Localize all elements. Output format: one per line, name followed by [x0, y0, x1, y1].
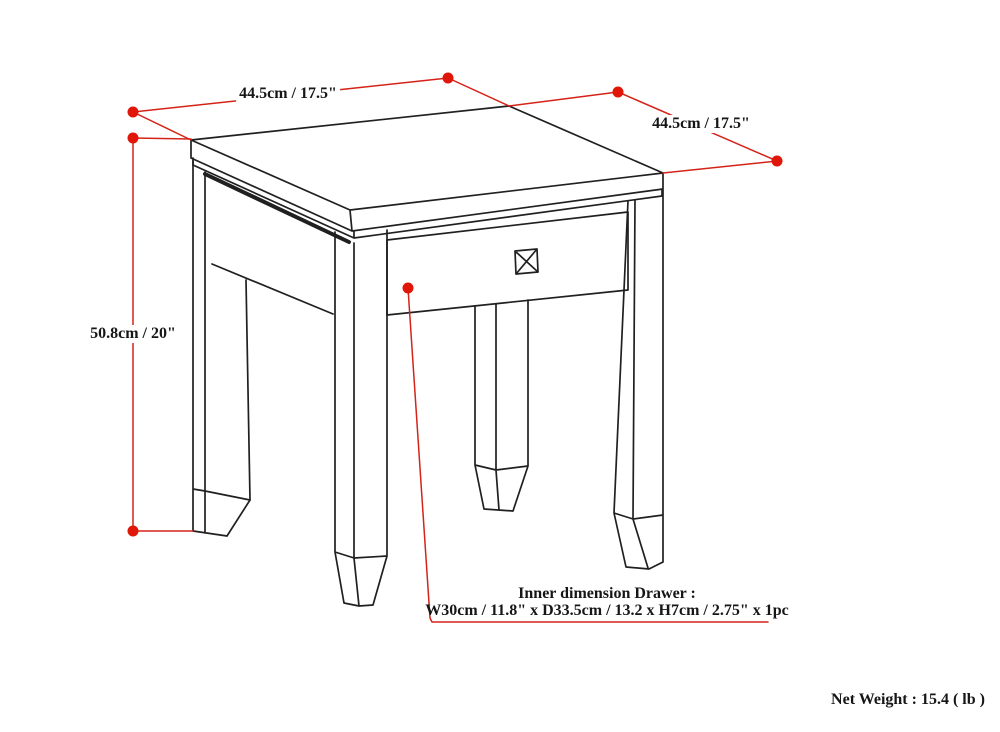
height-dimension-label: 50.8cm / 20"	[87, 325, 179, 343]
knob-x-icon	[515, 249, 538, 274]
dimension-dot	[128, 107, 139, 118]
dimension-lines	[133, 78, 777, 622]
tabletop	[191, 106, 663, 231]
side-panel	[212, 264, 333, 500]
dimension-dot	[128, 133, 139, 144]
dimension-dot	[772, 156, 783, 167]
dimension-dot	[128, 526, 139, 537]
left-leg	[193, 161, 250, 536]
molding-shadow	[205, 174, 349, 242]
dimension-dot	[403, 283, 414, 294]
front-leg	[335, 230, 387, 606]
table-illustration	[191, 106, 663, 606]
drawer-inner-dimension-note	[425, 585, 789, 619]
top-depth-dimension-label: 44.5cm / 17.5"	[649, 115, 753, 133]
drawer-leader-line	[408, 288, 768, 622]
back-leg	[475, 300, 528, 511]
dimension-dot	[613, 87, 624, 98]
drawer-note-title: Inner dimension Drawer :	[518, 585, 696, 602]
drawer-note-value: W30cm / 11.8" x D33.5cm / 13.2 x H7cm / 2.75" x 1pc	[425, 602, 789, 619]
drawer-front	[387, 212, 628, 315]
dimension-dot	[443, 73, 454, 84]
right-leg	[614, 190, 663, 569]
dimension-dots	[128, 73, 783, 537]
top-width-dimension-label: 44.5cm / 17.5"	[236, 85, 340, 103]
net-weight-label: Net Weight : 15.4 ( lb )	[831, 691, 985, 708]
